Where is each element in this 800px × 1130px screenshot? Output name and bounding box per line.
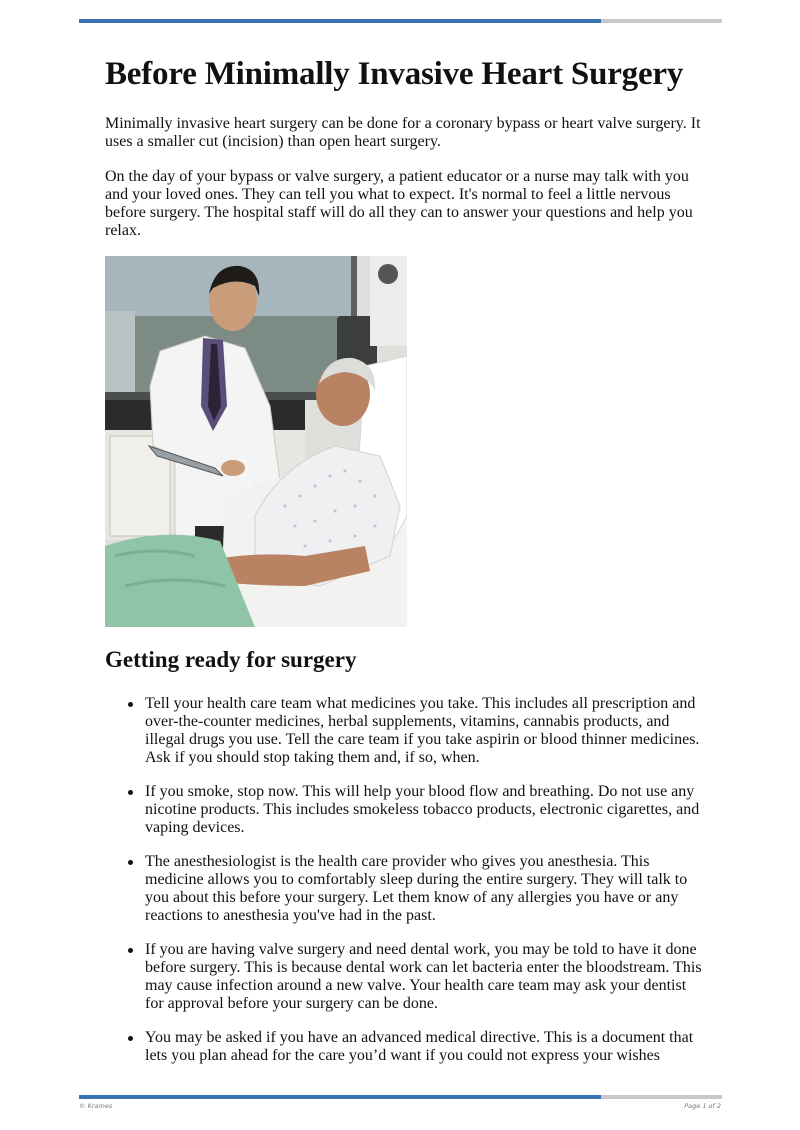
- footer-copyright: © Krames: [79, 1102, 113, 1110]
- bullet-icon: [128, 1036, 133, 1041]
- list-item: [145, 941, 705, 1013]
- bullet-icon: [128, 948, 133, 953]
- footer-rule-accent: [79, 1095, 601, 1099]
- doctor-patient-photo: [105, 256, 407, 627]
- list-item-text: You may be asked if you have an advanced medical directive. This is a document that lets you plan ahead for the care you’d want if you could not express your wishes: [145, 1029, 694, 1064]
- bullet-icon: [128, 702, 133, 707]
- list-item-text: If you are having valve surgery and need dental work, you may be told to have it done before surgery. This is because dental work can let bacteria enter the bloodstream. This may cause infection around a new valve. Your health care team may ask your dentist for approval before your surgery can be done.: [145, 941, 702, 1012]
- list-item: [145, 695, 705, 767]
- list-item: [145, 783, 705, 837]
- preparation-list: [145, 695, 705, 1081]
- footer-page-number: Page 1 of 2: [684, 1102, 721, 1110]
- bullet-icon: [128, 790, 133, 795]
- list-item-text: The anesthesiologist is the health care provider who gives you anesthesia. This medicine allows you to comfortably sleep during the entire surgery. They will talk to you about this before your surgery. Let them know of any allergies you have or any reactions to anesthesia you've had in the past.: [145, 853, 688, 924]
- header-rule-accent: [79, 19, 601, 23]
- header-rule: [79, 19, 722, 23]
- intro-paragraph: On the day of your bypass or valve surgery, a patient educator or a nurse may talk with you and your loved ones. They can tell you what to expect. It's normal to feel a little nervous before surgery. The hospital staff will do all they can to answer your questions and help you relax.: [105, 168, 693, 239]
- list-item: [145, 1029, 705, 1065]
- list-item: [145, 853, 705, 925]
- list-item-text: If you smoke, stop now. This will help your blood flow and breathing. Do not use any nicotine products. This includes smokeless tobacco products, electronic cigarettes, and vaping devices.: [145, 783, 700, 836]
- intro-paragraph: Minimally invasive heart surgery can be done for a coronary bypass or heart valve surgery. It uses a smaller cut (incision) than open heart surgery.: [105, 115, 701, 150]
- list-item-text: Tell your health care team what medicines you take. This includes all prescription and over-the-counter medicines, herbal supplements, vitamins, cannabis products, and illegal drugs you use. Tell the care team if you take aspirin or blood thinner medicines. Ask if you should stop taking them and, if so, when.: [145, 695, 700, 766]
- section-heading: Getting ready for surgery: [105, 647, 357, 672]
- footer-rule: [79, 1095, 722, 1099]
- page-title: Before Minimally Invasive Heart Surgery: [105, 56, 684, 92]
- bullet-icon: [128, 860, 133, 865]
